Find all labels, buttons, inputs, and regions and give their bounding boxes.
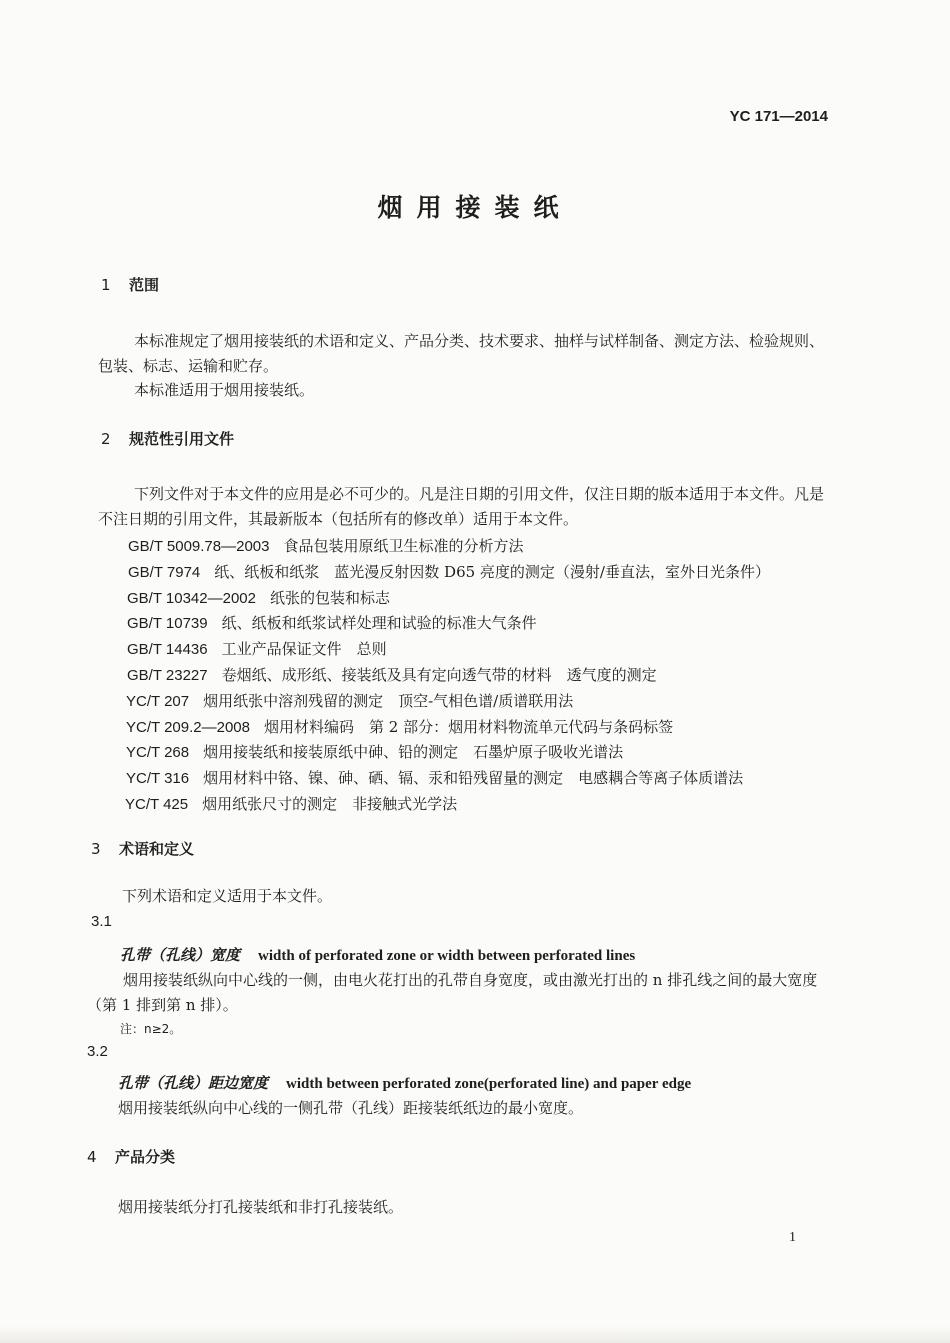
term-3-2 <box>118 1072 691 1093</box>
reference-item <box>125 793 457 814</box>
reference-code: GB/T 5009.78—2003 <box>128 538 270 555</box>
clause-number-3-2: 3.2 <box>87 1043 108 1060</box>
section-2-paragraph-1: 下列文件对于本文件的应用是必不可少的。凡是注日期的引用文件，仅注日期的版本适用于本文件。凡是不注日期的引用文件，其最新版本（包括所有的修改单）适用于本文件。 <box>98 485 825 528</box>
reference-title: 烟用材料中铬、镍、砷、硒、镉、汞和铅残留量的测定 电感耦合等离子体质谱法 <box>203 769 744 787</box>
clause-number-3-1: 3.1 <box>91 913 112 930</box>
section-1-heading <box>101 274 159 295</box>
section-title: 术语和定义 <box>119 840 195 858</box>
reference-title: 烟用材料编码 第 2 部分：烟用材料物流单元代码与条码标签 <box>263 718 674 736</box>
reference-code: GB/T 14436 <box>127 641 208 658</box>
reference-title: 烟用接装纸和接装原纸中砷、铅的测定 石墨炉原子吸收光谱法 <box>203 743 624 761</box>
term-chinese: 孔带（孔线）距边宽度 <box>118 1074 269 1092</box>
section-number: 2 <box>101 430 111 448</box>
reference-item <box>127 612 537 633</box>
section-title: 规范性引用文件 <box>129 430 235 448</box>
section-2-heading <box>101 428 234 449</box>
reference-item <box>127 587 390 608</box>
reference-code: GB/T 7974 <box>128 564 201 581</box>
section-number: 4 <box>87 1148 97 1166</box>
reference-title: 烟用纸张尺寸的测定 非接触式光学法 <box>202 795 458 813</box>
section-number: 1 <box>101 276 111 294</box>
term-english: width of perforated zone or width between perforated lines <box>258 948 636 964</box>
reference-title: 食品包装用原纸卫生标准的分析方法 <box>283 537 524 555</box>
reference-code: YC/T 207 <box>126 693 190 710</box>
term-3-1-definition: 烟用接装纸纵向中心线的一侧，由电火花打出的孔带自身宽度，或由激光打出的 n 排孔线之间的最大宽度（第 1 排到第 n 排）。 <box>87 971 818 1014</box>
section-4-heading <box>87 1146 175 1167</box>
reference-item <box>126 690 573 711</box>
reference-code: YC/T 316 <box>126 770 190 787</box>
reference-code: GB/T 23227 <box>127 667 208 684</box>
reference-item <box>127 664 657 685</box>
term-3-1 <box>120 944 635 965</box>
reference-code: YC/T 209.2—2008 <box>126 719 250 736</box>
reference-title: 卷烟纸、成形纸、接装纸及具有定向透气带的材料 透气度的测定 <box>221 666 657 684</box>
section-number: 3 <box>91 840 101 858</box>
standard-code: YC 171—2014 <box>729 108 828 125</box>
reference-item <box>126 716 673 737</box>
term-3-1-note: 注：n≥2。 <box>120 1022 182 1036</box>
term-3-2-definition: 烟用接装纸纵向中心线的一侧孔带（孔线）距接装纸纸边的最小宽度。 <box>118 1099 584 1117</box>
reference-title: 纸张的包装和标志 <box>269 589 390 607</box>
reference-title: 工业产品保证文件 总则 <box>221 640 387 658</box>
reference-code: GB/T 10739 <box>127 615 208 632</box>
document-title: 烟用接装纸 <box>377 193 573 222</box>
section-3-paragraph-1: 下列术语和定义适用于本文件。 <box>122 887 333 905</box>
section-1-paragraph-1: 本标准规定了烟用接装纸的术语和定义、产品分类、技术要求、抽样与试样制备、测定方法、检验规则、包装、标志、运输和贮存。 <box>98 332 825 375</box>
section-3-heading <box>91 838 194 859</box>
reference-title: 烟用纸张中溶剂残留的测定 顶空-气相色谱/质谱联用法 <box>203 692 574 710</box>
term-english: width between perforated zone(perforated line) and paper edge <box>286 1076 692 1092</box>
reference-item <box>127 638 387 659</box>
section-4-paragraph-1: 烟用接装纸分打孔接装纸和非打孔接装纸。 <box>118 1198 404 1216</box>
reference-item <box>128 535 524 556</box>
term-chinese: 孔带（孔线）宽度 <box>120 946 241 964</box>
reference-item <box>126 767 743 788</box>
scan-bottom-edge <box>0 1326 950 1343</box>
reference-item <box>128 561 770 582</box>
reference-item <box>126 741 623 762</box>
reference-code: GB/T 10342—2002 <box>127 590 256 607</box>
section-title: 产品分类 <box>115 1148 176 1166</box>
page-number: 1 <box>789 1230 796 1245</box>
section-title: 范围 <box>129 276 160 294</box>
reference-code: YC/T 425 <box>125 796 189 813</box>
reference-title: 纸、纸板和纸浆 蓝光漫反射因数 D65 亮度的测定（漫射/垂直法，室外日光条件） <box>214 563 770 581</box>
reference-title: 纸、纸板和纸浆试样处理和试验的标准大气条件 <box>221 614 537 632</box>
reference-code: YC/T 268 <box>126 744 190 761</box>
section-1-paragraph-2: 本标准适用于烟用接装纸。 <box>134 381 315 399</box>
